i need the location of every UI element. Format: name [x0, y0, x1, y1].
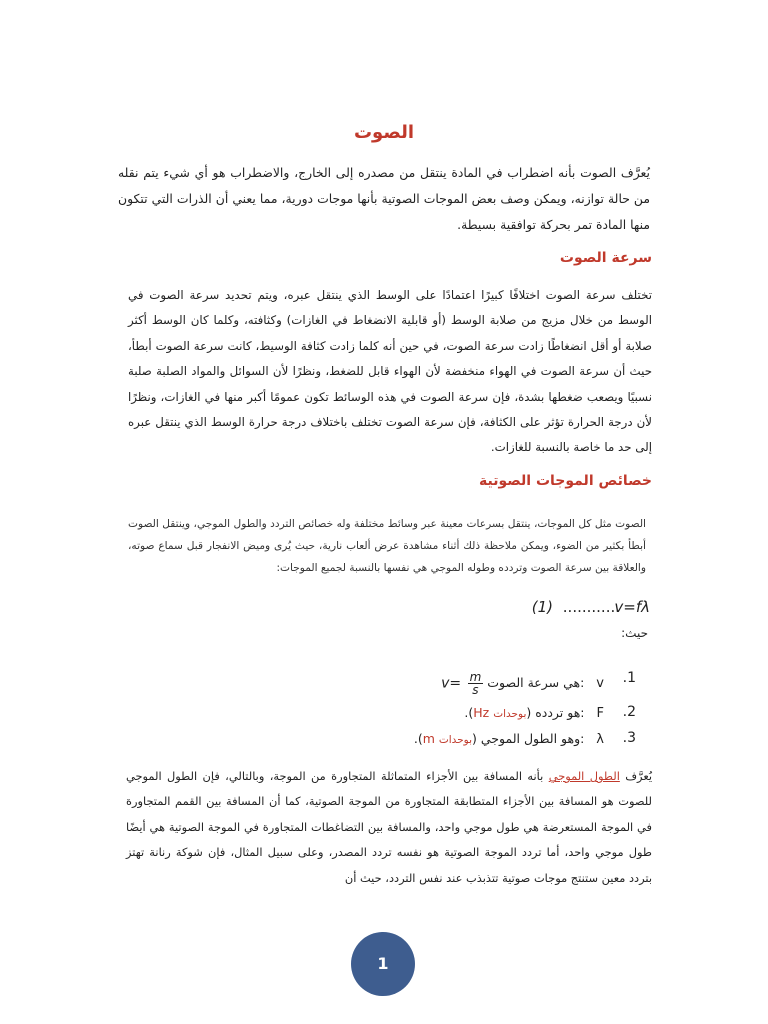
unit-value: m: [422, 731, 435, 746]
page-title: الصوت: [353, 122, 415, 143]
unit-value: Hz: [473, 705, 490, 720]
expr-v: v=: [441, 675, 462, 692]
item-symbol: F: [596, 706, 604, 721]
unit-word: بوحدات: [438, 734, 473, 746]
item-number: 3.: [622, 730, 636, 746]
wavelength-link[interactable]: الطول الموجي: [548, 769, 620, 783]
item-symbol: λ: [596, 732, 604, 747]
unit-fraction: [468, 671, 484, 696]
wave-equation: [0, 598, 768, 620]
intro-paragraph: يُعرَّف الصوت بأنه اضطراب في المادة ينتقل من مصدره إلى الخارج، والاضطراب هو أي شيء يتم نقله من حالة توازنه، ويمكن وصف بعض الموجات الصوتية بأنها موجات دورية، مما يعني أن الذرات التي تتكون منها المادة تمر بحركة توافقية بسيطة.: [118, 165, 650, 232]
item-description: :هو تردده (: [526, 705, 585, 720]
wavelength-paragraph: [126, 764, 652, 891]
unit-word: بوحدات: [493, 708, 527, 720]
item-description: :هي سرعة الصوت: [487, 675, 585, 690]
speed-paragraph: تختلف سرعة الصوت اختلافًا كبيرًا اعتمادًا على الوسط الذي ينتقل عبره، ويتم تحديد سرعة الصوت في الوسط من خلال مزيج من صلابة الوسط (أو قابلية الانضغاط في الغازات) وكثافته، وكلما كان الوسط أكثر صلابة أو أقل انضغاطًا زادت سرعة الصوت، في حين أنه كلما زادت كثافة الوسيط، كانت سرعة الصوت أبطأ، حيث أن سرعة الصوت في الهواء منخفضة لأن الهواء قابل للضغط، ونظرًا لأن السوائل والمواد الصلبة صلبة نسبيًا ويصعب ضغطها بشدة، فإن سرعة الصوت في هذه الوسائط تكون عمومًا أكبر منها في الغازات، ونظرًا لأن درجة الحرارة تؤثر على الكثافة، فإن سرعة الصوت تختلف باختلاف درجة حرارة الوسط الذي ينتقل عبره إلى حد ما خاصة بالنسبة للغازات.: [128, 288, 652, 455]
item-number: 1.: [622, 670, 636, 686]
item-close: ).: [464, 705, 474, 720]
equation-text: v=fλ: [614, 598, 650, 616]
item-symbol: v: [596, 676, 604, 691]
waves-heading: خصائص الموجات الصوتية: [479, 473, 652, 489]
item-number: 2.: [622, 704, 636, 720]
frac-numerator: m: [469, 670, 482, 684]
equation-number: (1): [531, 598, 553, 616]
page-number-badge: 1: [351, 932, 415, 996]
item-close: ).: [413, 731, 423, 746]
where-label: حيث:: [621, 626, 648, 640]
wavelength-prefix: يُعرَّف: [625, 769, 652, 783]
waves-paragraph: الصوت مثل كل الموجات، ينتقل بسرعات معينة عبر وسائط مختلفة وله خصائص التردد والطول الموجي، وينتقل الصوت أبطأ بكثير من الضوء، ويمكن ملاحظة ذلك أثناء مشاهدة عرض ألعاب نارية، حيث يُرى وميض الانفجار قبل سماع صوته، والعلاقة بين سرعة الصوت وتردده وطوله الموجي هي نفسها بالنسبة لجميع الموجات:: [128, 518, 646, 574]
list-item: [150, 730, 636, 752]
list-item: [150, 704, 636, 726]
equation-dots: ............: [562, 598, 620, 616]
list-item: [150, 670, 636, 697]
speed-heading: سرعة الصوت: [559, 250, 652, 266]
frac-denominator: s: [472, 683, 479, 697]
item-description: :وهو الطول الموجي (: [472, 731, 585, 746]
speed-unit-expression: [441, 671, 483, 696]
wavelength-rest: بأنه المسافة بين الأجزاء المتماثلة المتجاورة من الموجة، وبالتالي، فإن الطول الموجي للصوت هو المسافة بين الأجزاء المتطابقة المتجاورة من الموجة الصوتية، كما أن المسافة بين القمم المتجاورة في الموجة المستعرضة هي طول موجي واحد، والمسافة بين التضاغطات المتجاورة في الموجة الصوتية هي أيضًا طول موجي واحد، أما تردد الموجة الصوتية هو نفسه تردد المصدر، وعلى سبيل المثال، فإن شوكة رنانة تهتز بتردد معين ستنتج موجات صوتية تتذبذب عند نفس التردد، حيث أن: [126, 769, 652, 885]
